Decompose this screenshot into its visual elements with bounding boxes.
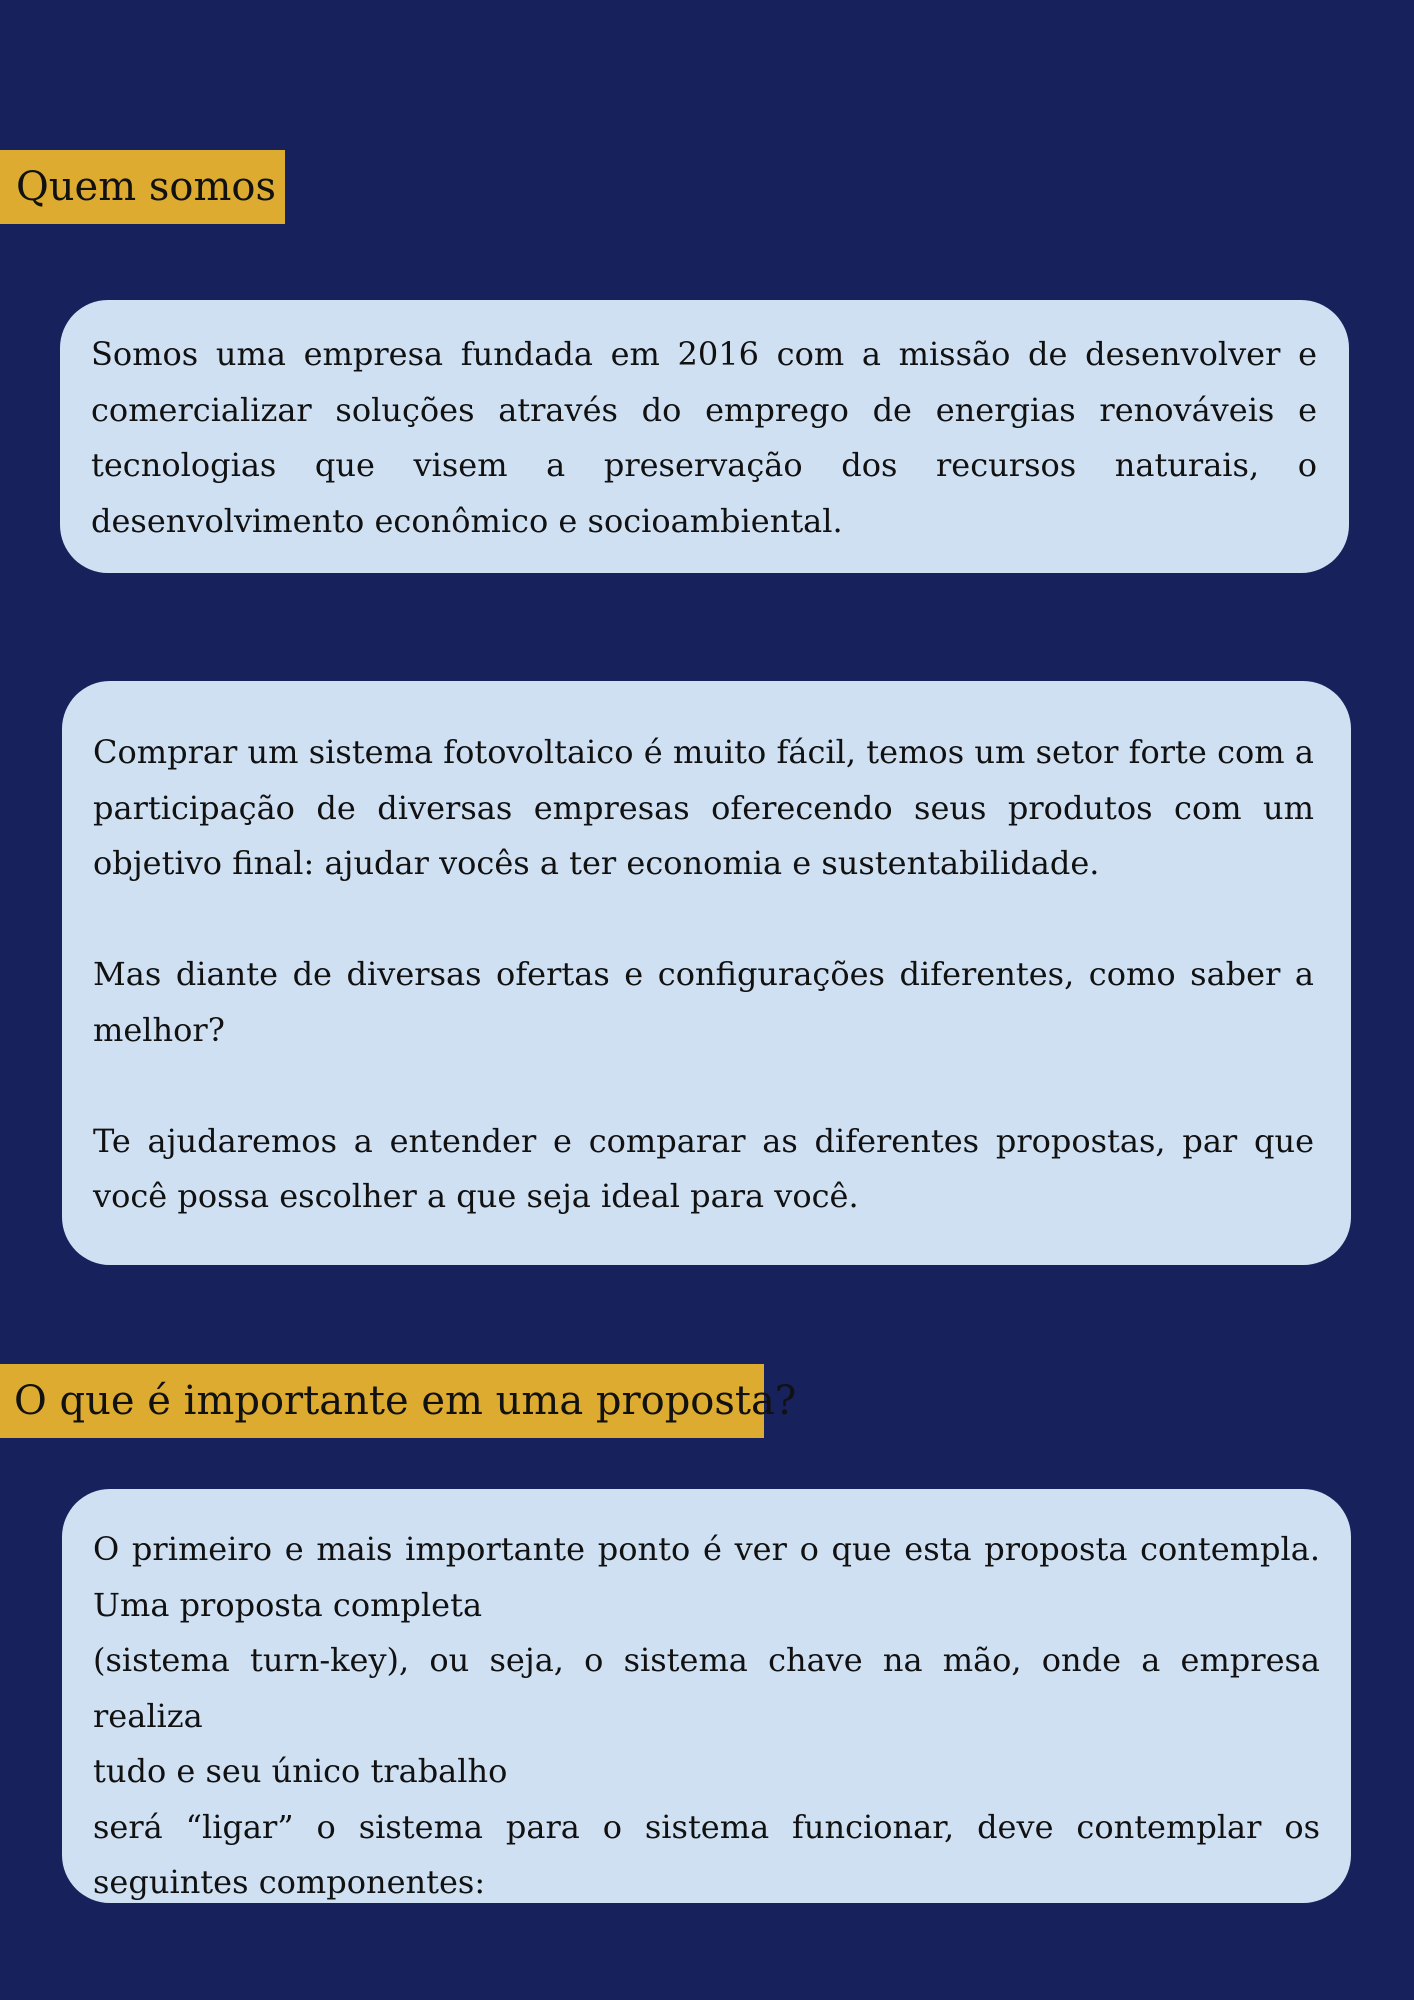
about-paragraph: Somos uma empresa fundada em 2016 com a missão de desenvolver e comercializar soluções através do emprego de energias renováveis e tecnologias que visem a preservação dos recursos naturais, o desenvolvimento econômico e socioambiental.: [91, 335, 1317, 540]
proposal-line-2: Uma proposta completa: [93, 1585, 483, 1624]
proposal-card: [62, 1489, 1351, 1903]
proposal-line-1: O primeiro e mais importante ponto é ver o que esta proposta contempla.: [93, 1530, 1320, 1568]
proposal-line-3: (sistema turn-key), ou seja, o sistema chave na mão, onde a empresa realiza: [93, 1641, 1320, 1735]
proposal-line-5: será “ligar” o sistema para o sistema funcionar, deve contemplar os seguintes componentes:: [93, 1807, 1320, 1901]
buying-paragraph-2: Mas diante de diversas ofertas e configurações diferentes, como saber a melhor?: [93, 955, 1314, 1049]
buying-info-card: [62, 681, 1351, 1265]
buying-paragraph-3: Te ajudaremos a entender e comparar as diferentes propostas, par que você possa escolher a que seja ideal para você.: [93, 1121, 1314, 1215]
about-card: [60, 300, 1349, 573]
proposal-line-4: tudo e seu único trabalho: [93, 1752, 508, 1790]
section-heading-quem-somos: Quem somos: [0, 150, 285, 224]
buying-paragraph-1: Comprar um sistema fotovoltaico é muito fácil, temos um setor forte com a participação de diversas empresas oferecendo seus produtos com um objetivo final: ajudar vocês a ter economia e sustentabilidade.: [93, 733, 1314, 882]
section-heading-proposta: O que é importante em uma proposta?: [0, 1364, 764, 1438]
